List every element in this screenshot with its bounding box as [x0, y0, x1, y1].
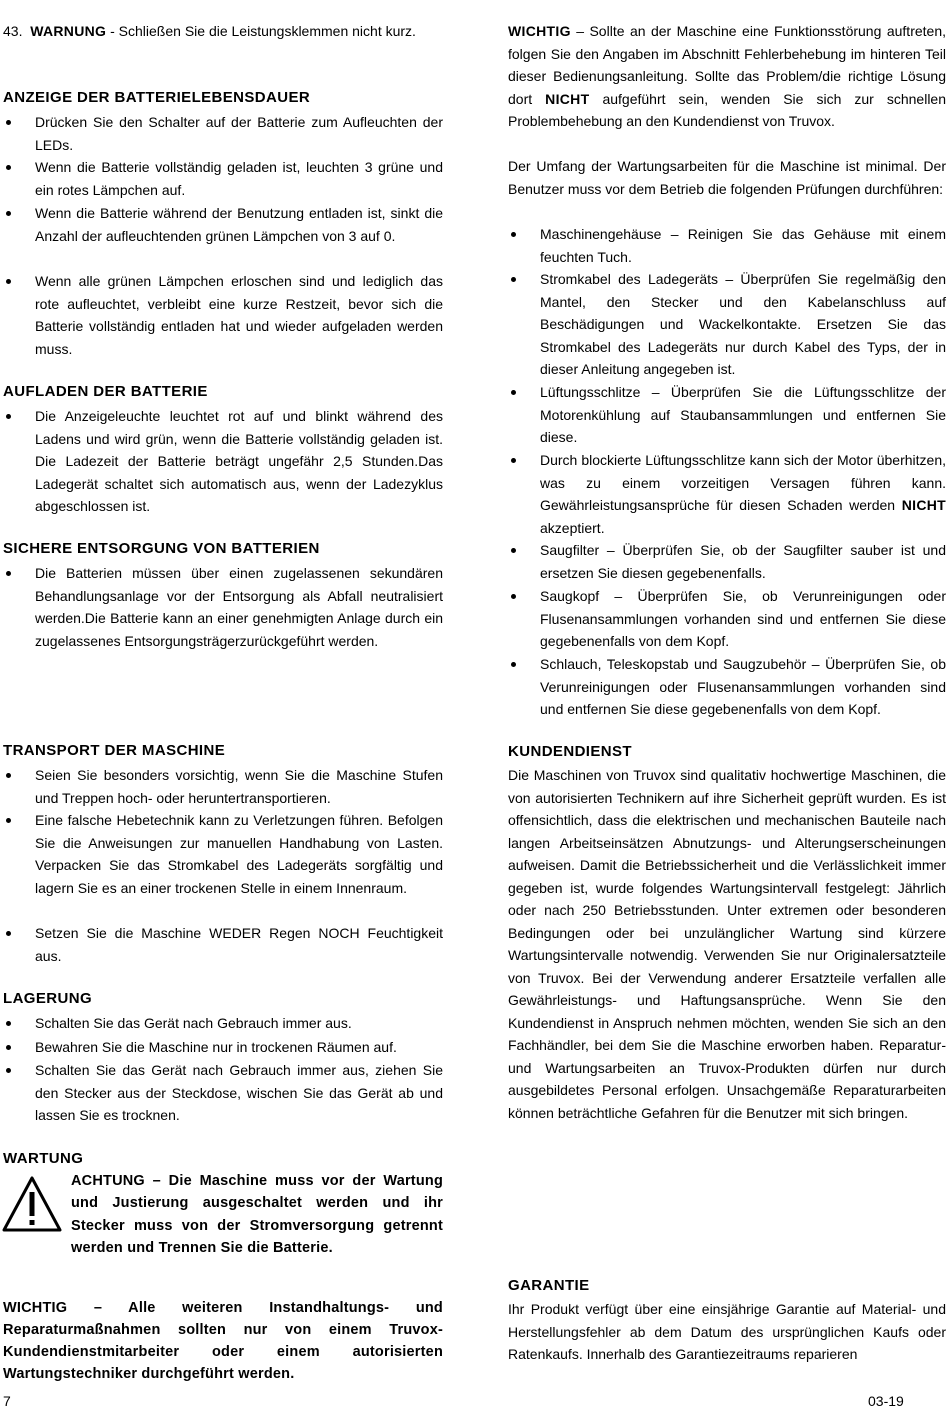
bullet-icon [511, 594, 516, 599]
list-item: Setzen Sie die Maschine WEDER Regen NOCH Feuchtigkeit aus. [35, 922, 443, 967]
bullet-icon [6, 1068, 11, 1073]
list-item: Bewahren Sie die Maschine nur in trockenen Räumen auf. [35, 1036, 443, 1059]
disposal-heading: SICHERE ENTSORGUNG VON BATTERIEN [3, 540, 320, 557]
warranty-heading: GARANTIE [508, 1277, 590, 1294]
bullet-icon [6, 279, 11, 284]
battery-display-heading: ANZEIGE DER BATTERIELEBENSDAUER [3, 89, 311, 106]
list-item: Eine falsche Hebetechnik kann zu Verletzungen führen. Befolgen Sie die Anweisungen zur manuellen Handhabung von Lasten. Verpacken Sie das Stromkabel des Ladegeräts sorgfältig und lagern Sie es an einer trockenen Stelle in einem Innenraum. [35, 809, 443, 899]
list-item: Seien Sie besonders vorsichtig, wenn Sie die Maschine Stufen und Treppen hoch- oder heruntertransportieren. [35, 764, 443, 809]
important-text-b: aufgeführt sein, wenden Sie sich zur schnellen Problembehebung an den Kundendienst von Truvox. [508, 90, 946, 129]
bullet-icon [511, 232, 516, 237]
bullet-icon [6, 931, 11, 936]
important-intro [508, 20, 946, 133]
check-nicht: NICHT [901, 497, 946, 513]
list-item: Maschinengehäuse – Reinigen Sie das Gehäuse mit einem feuchten Tuch. [540, 223, 946, 268]
maintenance-heading: WARTUNG [3, 1150, 84, 1167]
important-nicht: NICHT [545, 90, 590, 107]
list-item: Durch blockierte Lüftungsschlitze kann sich der Motor überhitzen, was zu einem vorzeitigen Versagen führen kann. Gewährleistungsansprüche für diesen Schaden werden NICHT akzeptiert. [540, 449, 946, 539]
bullet-icon [6, 1045, 11, 1050]
item-43-label: WARNUNG [30, 23, 107, 39]
item-43-number: 43. [3, 23, 23, 39]
warranty-text: Ihr Produkt verfügt über eine einsjährige Garantie auf Material- und Herstellungsfehler ab dem Datum des ursprünglichen Kaufs oder Ratenkaufs. Innerhalb des Garantiezeitraums reparieren [508, 1301, 946, 1362]
storage-heading: LAGERUNG [3, 990, 93, 1007]
list-item: Die Batterien müssen über einen zugelassenen sekundären Behandlungsanlage vor der Entsorgung als Abfall neutralisiert werden.Die Batterie kann an einer genehmigten Anlage durch ein zugelassenes Entsorgungsträgerzurückgeführt werden. [35, 562, 443, 652]
service-text: Die Maschinen von Truvox sind qualitativ hochwertige Maschinen, die von autorisierten Technikern auf ihre Sicherheit geprüft wurden. Es ist offensichtlich, dass die elektrischen und mechanischen Bauteile nach langen Arbeitseinsätzen Abnutzungs- und Alterungserscheinungen aufweisen. Damit die Betriebssicherheit und die Verlässlichkeit immer gegeben ist, wurde folgendes Wartungsintervall festgelegt: Jährlich oder nach 250 Betriebsstunden. Unter extremen oder besonderen Bedingungen oder bei unzulänglicher Wartung sind kürzere Wartungsintervalle notwendig. Verwenden Sie nur Originalersatzteile von Truvox. Bei der Verwendung anderer Ersatzteile verfallen alle Gewährleistungs- und Haftungsansprüche. Wenn Sie den Kundendienst in Anspruch nehmen möchten, wenden Sie sich an den Fachhändler, bei dem Sie die Maschine erworben haben. Reparatur- und Wartungsarbeiten an Truvox-Produkten dürfen nur durch ausgebildetes Personal erfolgen. Unsachgemäße Reparaturarbeiten können beträchtliche Gefahren für die Benutzer mit sich bringen. [508, 767, 946, 1121]
bullet-icon [6, 818, 11, 823]
list-item: Drücken Sie den Schalter auf der Batterie zum Aufleuchten der LEDs. [35, 111, 443, 156]
charging-heading: AUFLADEN DER BATTERIE [3, 383, 208, 400]
list-item: Schalten Sie das Gerät nach Gebrauch immer aus, ziehen Sie den Stecker aus der Steckdose, wischen Sie das Gerät ab und lassen Sie es trocknen. [35, 1059, 443, 1127]
caution-text: ACHTUNG – Die Maschine muss vor der Wartung und Justierung ausgeschaltet werden und ihr Stecker muss von der Stromversorgung getrennt werden und Trennen Sie die Batterie. [71, 1173, 443, 1256]
list-item: Saugfilter – Überprüfen Sie, ob der Saugfilter sauber ist und ersetzen Sie diesen gegebenenfalls. [540, 539, 946, 584]
warning-triangle-icon [1, 1174, 63, 1246]
bullet-icon [511, 277, 516, 282]
page-number: 7 [3, 1393, 11, 1409]
bullet-icon [6, 1021, 11, 1026]
caution-block [3, 1170, 443, 1259]
important-label: WICHTIG [508, 23, 571, 39]
transport-heading: TRANSPORT DER MASCHINE [3, 742, 226, 759]
bullet-icon [511, 458, 516, 463]
list-item: Die Anzeigeleuchte leuchtet rot auf und blinkt während des Ladens und wird grün, wenn die Batterie vollständig geladen ist. Die Ladezeit der Batterie beträgt ungefähr 2,5 Stunden.Das Ladegerät schaltet sich automatisch aus, wenn der Ladezyklus abgeschlossen ist. [35, 405, 443, 518]
bullet-icon [6, 773, 11, 778]
bullet-icon [6, 211, 11, 216]
bullet-icon [6, 571, 11, 576]
bullet-icon [511, 662, 516, 667]
bullet-icon [6, 120, 11, 125]
item-43 [3, 20, 443, 43]
list-item: Schlauch, Teleskopstab und Saugzubehör – Überprüfen Sie, ob Verunreinigungen oder Flusenansammlungen vorhanden sind und entfernen Sie diese gegebenenfalls von dem Kopf. [540, 653, 946, 721]
service-heading: KUNDENDIENST [508, 743, 632, 760]
list-item: Stromkabel des Ladegeräts – Überprüfen Sie regelmäßig den Mantel, den Stecker und den Kabelanschluss auf Beschädigungen und Wackelkontakte. Ersetzen Sie das Stromkabel des Ladegeräts nur durch Kabel des Typs, der in dieser Anleitung angegeben ist. [540, 268, 946, 381]
list-item: Schalten Sie das Gerät nach Gebrauch immer aus. [35, 1012, 443, 1035]
item-43-text: - Schließen Sie die Leistungsklemmen nicht kurz. [106, 23, 416, 39]
list-item: Wenn die Batterie während der Benutzung entladen ist, sinkt die Anzahl der aufleuchtenden grünen Lämpchen von 3 auf 0. [35, 202, 443, 247]
list-item: Lüftungsschlitze – Überprüfen Sie die Lüftungsschlitze der Motorenkühlung auf Staubansammlungen und entfernen Sie diese. [540, 381, 946, 449]
bullet-icon [6, 165, 11, 170]
bullet-icon [511, 390, 516, 395]
bullet-icon [6, 414, 11, 419]
list-item: Wenn die Batterie vollständig geladen ist, leuchten 3 grüne und ein rotes Lämpchen auf. [35, 156, 443, 201]
list-item: Saugkopf – Überprüfen Sie, ob Verunreinigungen oder Flusenansammlungen vorhanden sind und entfernen Sie diese gegebenenfalls von dem Kopf. [540, 585, 946, 653]
maintenance-scope: Der Umfang der Wartungsarbeiten für die Maschine ist minimal. Der Benutzer muss vor dem Betrieb die folgenden Prüfungen durchführen: [508, 158, 946, 197]
important-text-a: – Sollte an der Maschine eine Funktionsstörung auftreten, folgen Sie den Angaben im Abschnitt Fehlerbehebung im hinteren Teil dieser Bedienungsanleitung. Sollte das Problem/die richtige Lösung dort [508, 23, 946, 107]
revision-code: 03-19 [868, 1393, 904, 1409]
list-item: Wenn alle grünen Lämpchen erloschen sind und lediglich das rote aufleuchtet, verbleibt eine kurze Restzeit, bevor sich die Batterie vollständig entladen hat und wieder aufgeladen werden muss. [35, 270, 443, 360]
maintenance-important: WICHTIG – Alle weiteren Instandhaltungs- und Reparaturmaßnahmen sollten nur von einem Truvox-Kundendienstmitarbeiter oder einem autorisierten Wartungstechniker durchgeführt werden. [3, 1299, 443, 1383]
bullet-icon [511, 548, 516, 553]
